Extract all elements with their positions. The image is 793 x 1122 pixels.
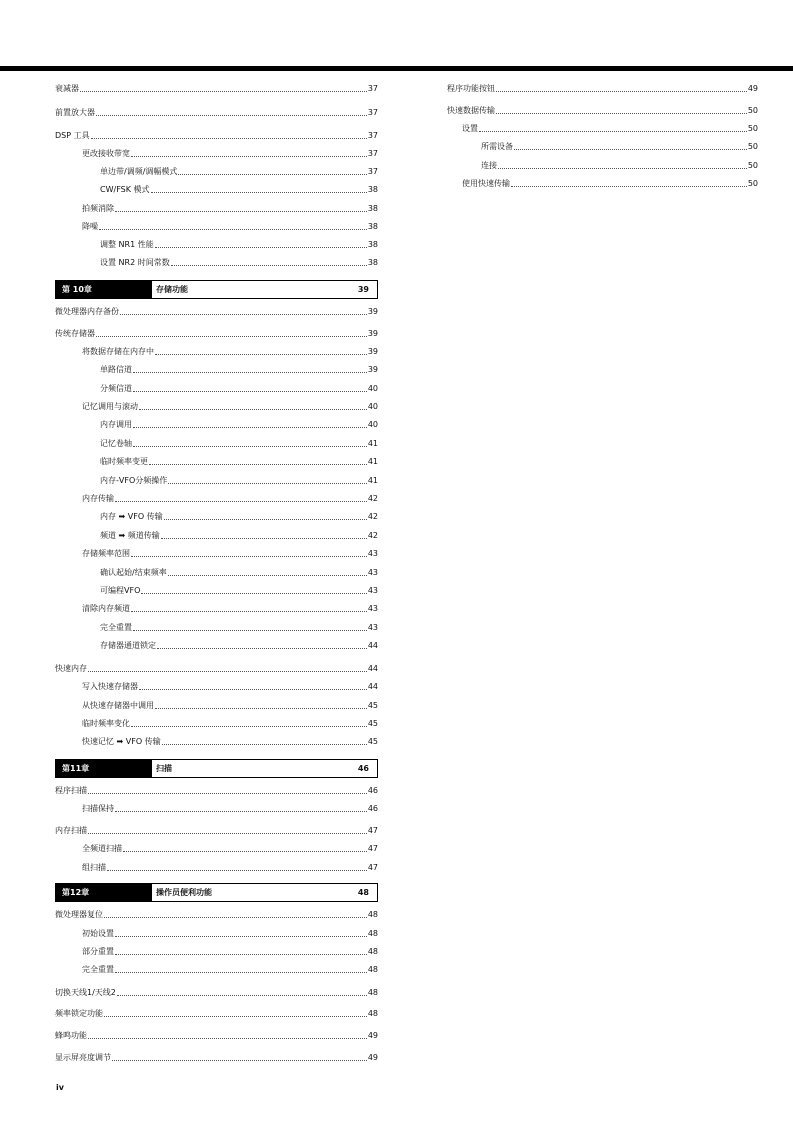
toc-entry[interactable] — [55, 329, 378, 339]
dot-leader — [149, 464, 367, 465]
toc-entry[interactable] — [55, 108, 378, 118]
toc-entry[interactable] — [55, 1031, 378, 1041]
toc-entry-title: 内存扫描 — [55, 826, 87, 835]
toc-entry-title: 将数据存储在内存中 — [82, 347, 154, 356]
chapter-header — [55, 883, 378, 902]
toc-entry[interactable] — [55, 701, 378, 711]
toc-entry-page: 42 — [367, 494, 378, 503]
toc-entry-page: 39 — [367, 347, 378, 356]
toc-entry[interactable] — [55, 549, 378, 559]
dot-leader — [511, 186, 747, 187]
toc-entry-title: 单路信道 — [100, 365, 132, 374]
toc-entry-title: 设置 NR2 时间常数 — [100, 258, 170, 267]
chapter-header — [55, 759, 378, 778]
toc-entry-page: 45 — [367, 701, 378, 710]
toc-entry-page: 47 — [367, 863, 378, 872]
toc-entry-page: 37 — [367, 108, 378, 117]
toc-entry-title: 设置 — [462, 124, 478, 133]
toc-entry-title: 频率锁定功能 — [55, 1009, 103, 1018]
toc-entry-title: 记忆卷轴 — [100, 439, 132, 448]
toc-entry-title: 微处理器复位 — [55, 910, 103, 919]
toc-entry-page: 43 — [367, 604, 378, 613]
toc-entry-title: 可编程VFO — [100, 586, 141, 595]
toc-entry-title: 快速内存 — [55, 664, 87, 673]
toc-entry-title: 扫描保持 — [82, 804, 114, 813]
toc-entry-title: 完全重置 — [100, 623, 132, 632]
toc-entry[interactable] — [55, 420, 378, 430]
toc-entry-title: 拍频消除 — [82, 204, 114, 213]
toc-entry-page: 45 — [367, 719, 378, 728]
top-rule — [0, 66, 793, 71]
chapter-page: 39 — [357, 285, 369, 294]
dot-leader — [151, 192, 367, 193]
toc-entry[interactable] — [55, 512, 378, 522]
toc-entry-page: 39 — [367, 307, 378, 316]
dot-leader — [115, 211, 367, 212]
toc-entry-page: 38 — [367, 240, 378, 249]
toc-entry-title: 存储器通道锁定 — [100, 641, 156, 650]
toc-entry-title: 使用快速传输 — [462, 179, 510, 188]
dot-leader — [155, 708, 367, 709]
toc-entry[interactable] — [55, 623, 378, 633]
toc-entry-title: 写入快速存储器 — [82, 682, 138, 691]
toc-entry-page: 44 — [367, 641, 378, 650]
dot-leader — [157, 648, 367, 649]
toc-entry[interactable] — [55, 258, 378, 268]
toc-entry-title: 快速数据传输 — [447, 106, 495, 115]
toc-entry-page: 48 — [367, 910, 378, 919]
toc-entry[interactable] — [55, 384, 378, 394]
toc-entry-page: 50 — [747, 106, 758, 115]
dot-leader — [131, 156, 367, 157]
toc-entry-title: 内存调用 — [100, 420, 132, 429]
dot-leader — [133, 391, 367, 392]
toc-entry[interactable] — [55, 149, 378, 159]
dot-leader — [133, 372, 367, 373]
toc-entry-page: 50 — [747, 124, 758, 133]
chapter-title: 操作员便利功能 — [156, 888, 212, 897]
toc-entry-title: 记忆调用与滚动 — [82, 402, 138, 411]
toc-entry-title: 降噪 — [82, 222, 98, 231]
toc-entry[interactable] — [447, 84, 758, 94]
toc-entry-title: 微处理器内存备份 — [55, 307, 119, 316]
toc-entry-title: 调整 NR1 性能 — [100, 240, 154, 249]
toc-entry-page: 50 — [747, 179, 758, 188]
toc-entry[interactable] — [447, 161, 758, 171]
toc-entry[interactable] — [55, 641, 378, 651]
dot-leader — [91, 138, 367, 139]
toc-entry-title: 初始设置 — [82, 929, 114, 938]
toc-entry[interactable] — [55, 586, 378, 596]
dot-leader — [141, 593, 366, 594]
toc-entry-page: 38 — [367, 204, 378, 213]
toc-entry[interactable] — [447, 124, 758, 134]
chapter-title: 扫描 — [156, 764, 172, 773]
toc-entry[interactable] — [55, 365, 378, 375]
toc-entry-page: 39 — [367, 329, 378, 338]
dot-leader — [115, 936, 367, 937]
toc-entry-title: 所需设备 — [481, 142, 513, 151]
chapter-number: 第 10章 — [56, 281, 152, 298]
dot-leader — [88, 793, 367, 794]
dot-leader — [155, 247, 367, 248]
toc-entry-page: 40 — [367, 384, 378, 393]
toc-entry[interactable] — [55, 737, 378, 747]
toc-entry-title: 全频道扫描 — [82, 844, 122, 853]
toc-entry-title: 衰减器 — [55, 84, 79, 93]
dot-leader — [88, 1038, 367, 1039]
toc-entry-title: 快速记忆 ➡ VFO 传输 — [82, 737, 161, 746]
dot-leader — [115, 972, 367, 973]
dot-leader — [120, 314, 367, 315]
toc-entry-page: 42 — [367, 531, 378, 540]
toc-entry-page: 49 — [367, 1053, 378, 1062]
toc-entry-page: 45 — [367, 737, 378, 746]
toc-entry-title: DSP 工具 — [55, 131, 90, 140]
toc-entry[interactable] — [55, 910, 378, 920]
toc-entry-title: 更改接收带宽 — [82, 149, 130, 158]
dot-leader — [498, 168, 747, 169]
dot-leader — [133, 446, 367, 447]
toc-entry-title: 分频信道 — [100, 384, 132, 393]
toc-entry-title: 存储频率范围 — [82, 549, 130, 558]
dot-leader — [112, 1060, 367, 1061]
toc-entry[interactable] — [55, 929, 378, 939]
toc-entry-title: CW/FSK 模式 — [100, 185, 150, 194]
toc-entry-page: 47 — [367, 844, 378, 853]
toc-entry-title: 传统存储器 — [55, 329, 95, 338]
dot-leader — [96, 115, 367, 116]
toc-entry-page: 42 — [367, 512, 378, 521]
dot-leader — [115, 954, 367, 955]
toc-entry-title: 清除内存频道 — [82, 604, 130, 613]
toc-entry-page: 48 — [367, 929, 378, 938]
toc-entry-title: 内存 ➡ VFO 传输 — [100, 512, 163, 521]
dot-leader — [168, 575, 367, 576]
toc-entry[interactable] — [55, 664, 378, 674]
toc-entry-page: 41 — [367, 476, 378, 485]
toc-entry[interactable] — [55, 826, 378, 836]
toc-entry-page: 38 — [367, 258, 378, 267]
toc-entry-page: 46 — [367, 786, 378, 795]
dot-leader — [161, 538, 367, 539]
toc-entry-page: 43 — [367, 623, 378, 632]
toc-entry-title: 部分重置 — [82, 947, 114, 956]
dot-leader — [131, 556, 367, 557]
toc-entry[interactable] — [55, 531, 378, 541]
toc-entry-page: 43 — [367, 549, 378, 558]
dot-leader — [514, 149, 747, 150]
toc-entry-title: 显示屏亮度调节 — [55, 1053, 111, 1062]
toc-entry[interactable] — [55, 947, 378, 957]
toc-entry-page: 50 — [747, 161, 758, 170]
toc-entry-title: 从快速存储器中调用 — [82, 701, 154, 710]
toc-entry-page: 39 — [367, 365, 378, 374]
toc-entry[interactable] — [55, 604, 378, 614]
dot-leader — [88, 671, 367, 672]
toc-entry-page: 41 — [367, 439, 378, 448]
toc-entry[interactable] — [55, 439, 378, 449]
chapter-page: 46 — [357, 764, 369, 773]
dot-leader — [171, 265, 367, 266]
dot-leader — [99, 229, 367, 230]
chapter-number: 第12章 — [56, 884, 152, 901]
toc-entry[interactable] — [55, 457, 378, 467]
toc-entry[interactable] — [55, 240, 378, 250]
toc-entry-page: 41 — [367, 457, 378, 466]
toc-entry-page: 38 — [367, 185, 378, 194]
toc-entry-page: 37 — [367, 84, 378, 93]
dot-leader — [133, 630, 367, 631]
toc-entry-page: 48 — [367, 988, 378, 997]
toc-entry-title: 程序功能按钮 — [447, 84, 495, 93]
dot-leader — [96, 336, 367, 337]
toc-entry[interactable] — [447, 179, 758, 189]
toc-entry-page: 40 — [367, 402, 378, 411]
dot-leader — [115, 501, 367, 502]
toc-entry-title: 蜂鸣功能 — [55, 1031, 87, 1040]
toc-entry[interactable] — [55, 476, 378, 486]
chapter-header — [55, 280, 378, 299]
page-number: iv — [56, 1083, 64, 1092]
toc-entry[interactable] — [55, 786, 378, 796]
chapter-title: 存储功能 — [156, 285, 188, 294]
dot-leader — [104, 1016, 367, 1017]
chapter-number: 第11章 — [56, 760, 152, 777]
dot-leader — [178, 174, 366, 175]
toc-entry-page: 47 — [367, 826, 378, 835]
toc-entry-title: 前置放大器 — [55, 108, 95, 117]
dot-leader — [496, 91, 747, 92]
toc-entry-title: 单边带/调频/调幅模式 — [100, 167, 178, 176]
dot-leader — [168, 483, 367, 484]
toc-entry[interactable] — [55, 494, 378, 504]
toc-entry-page: 46 — [367, 804, 378, 813]
toc-entry[interactable] — [55, 307, 378, 317]
toc-entry-page: 37 — [367, 167, 378, 176]
dot-leader — [117, 995, 367, 996]
toc-entry[interactable] — [55, 222, 378, 232]
toc-entry[interactable] — [55, 185, 378, 195]
dot-leader — [131, 611, 367, 612]
dot-leader — [104, 917, 367, 918]
toc-entry[interactable] — [55, 719, 378, 729]
toc-entry-page: 40 — [367, 420, 378, 429]
dot-leader — [115, 811, 367, 812]
dot-leader — [496, 113, 747, 114]
toc-entry[interactable] — [55, 844, 378, 854]
toc-entry[interactable] — [447, 142, 758, 152]
toc-entry-title: 临时频率变化 — [82, 719, 130, 728]
toc-entry-page: 44 — [367, 664, 378, 673]
toc-entry[interactable] — [55, 682, 378, 692]
toc-entry-title: 程序扫描 — [55, 786, 87, 795]
chapter-page: 48 — [357, 888, 369, 897]
toc-entry[interactable] — [55, 804, 378, 814]
toc-entry-page: 43 — [367, 586, 378, 595]
toc-entry[interactable] — [55, 568, 378, 578]
toc-entry-title: 内存-VFO分频操作 — [100, 476, 168, 485]
toc-entry[interactable] — [55, 84, 378, 94]
toc-entry-page: 50 — [747, 142, 758, 151]
toc-entry[interactable] — [55, 1053, 378, 1063]
toc-entry-page: 44 — [367, 682, 378, 691]
toc-entry-page: 48 — [367, 965, 378, 974]
toc-entry[interactable] — [55, 965, 378, 975]
toc-entry[interactable] — [55, 131, 378, 141]
dot-leader — [80, 91, 367, 92]
dot-leader — [162, 744, 367, 745]
toc-entry[interactable] — [55, 1009, 378, 1019]
toc-entry[interactable] — [55, 167, 378, 177]
toc-entry-title: 组扫描 — [82, 863, 106, 872]
toc-entry-title: 连接 — [481, 161, 497, 170]
toc-entry[interactable] — [55, 204, 378, 214]
dot-leader — [139, 409, 367, 410]
dot-leader — [123, 851, 367, 852]
toc-entry-page: 48 — [367, 1009, 378, 1018]
toc-entry[interactable] — [55, 347, 378, 357]
dot-leader — [479, 131, 747, 132]
dot-leader — [131, 726, 367, 727]
toc-entry-title: 确认起始/结束频率 — [100, 568, 167, 577]
dot-leader — [164, 519, 367, 520]
dot-leader — [88, 833, 367, 834]
toc-entry-title: 内存传输 — [82, 494, 114, 503]
toc-entry-page: 37 — [367, 149, 378, 158]
toc-entry-page: 48 — [367, 947, 378, 956]
toc-entry-page: 49 — [367, 1031, 378, 1040]
toc-entry[interactable] — [55, 402, 378, 412]
toc-entry-page: 49 — [747, 84, 758, 93]
dot-leader — [133, 427, 367, 428]
toc-entry-title: 完全重置 — [82, 965, 114, 974]
toc-entry[interactable] — [55, 988, 378, 998]
dot-leader — [107, 870, 367, 871]
toc-entry-page: 37 — [367, 131, 378, 140]
toc-entry-title: 频道 ➡ 频道传输 — [100, 531, 160, 540]
toc-entry[interactable] — [447, 106, 758, 116]
toc-entry-page: 43 — [367, 568, 378, 577]
dot-leader — [155, 354, 367, 355]
toc-entry-title: 切换天线1/天线2 — [55, 988, 116, 997]
toc-entry-page: 38 — [367, 222, 378, 231]
dot-leader — [139, 689, 367, 690]
toc-entry-title: 临时频率变更 — [100, 457, 148, 466]
toc-entry[interactable] — [55, 863, 378, 873]
